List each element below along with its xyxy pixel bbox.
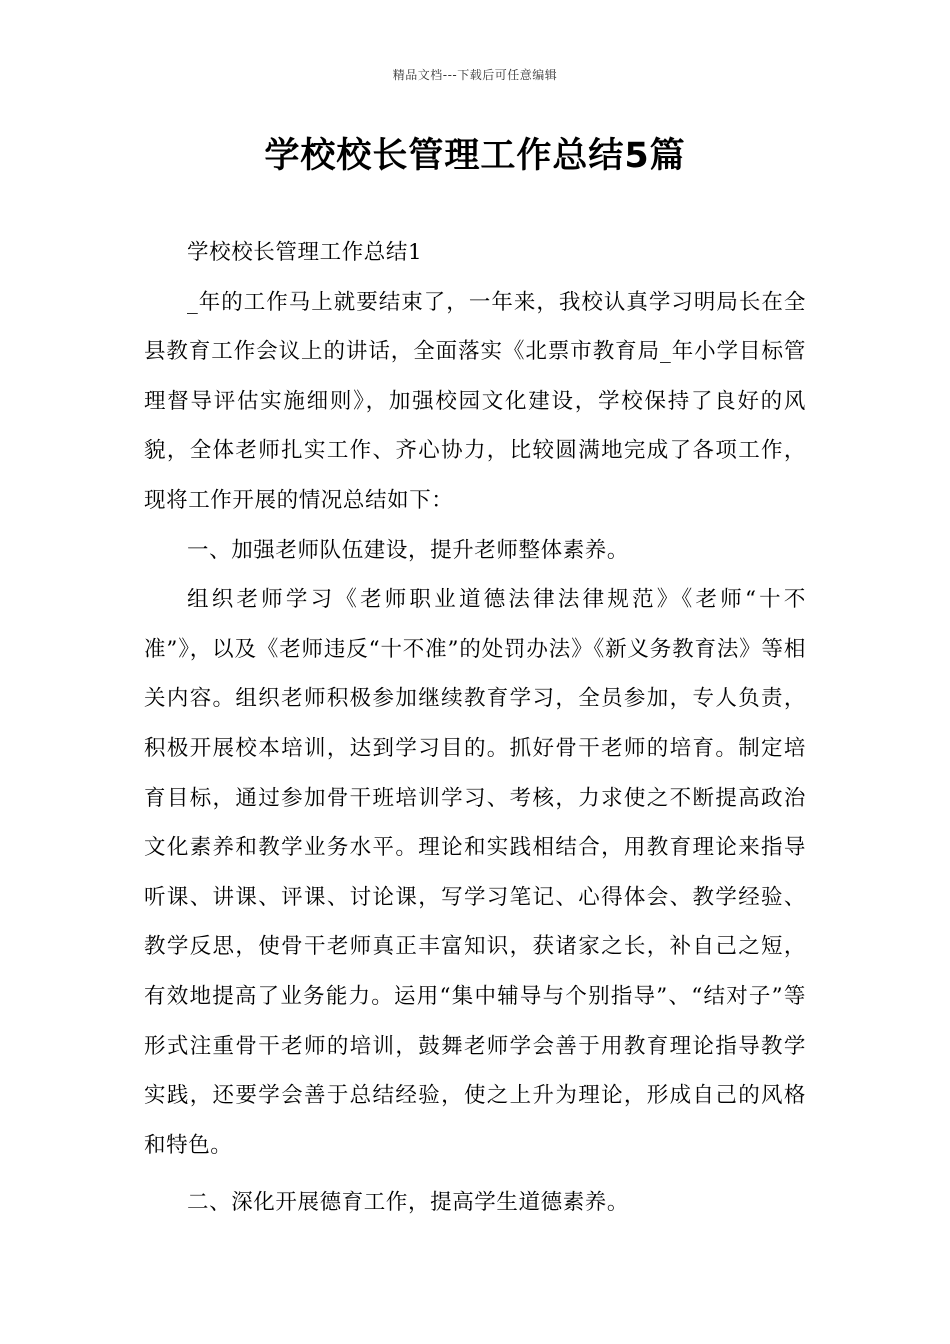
document-body: [144, 228, 806, 1228]
body-paragraph: 组织老师学习《老师职业道德法律法律规范》《老师“十不准”》，以及《老师违反“十不准”的处罚办法》《新义务教育法》等相关内容。组织老师积极参加继续教育学习，全员参加，专人负责，积极开展校本培训，达到学习目的。抓好骨干老师的培育。制定培育目标，通过参加骨干班培训学习、考核，力求使之不断提高政治文化素养和教学业务水平。理论和实践相结合，用教育理论来指导听课、讲课、评课、讨论课，写学习笔记、心得体会、教学经验、教学反思，使骨干老师真正丰富知识，获诸家之长，补自己之短，有效地提高了业务能力。运用“集中辅导与个别指导”、“结对子”等形式注重骨干老师的培训，鼓舞老师学会善于用教育理论指导教学实践，还要学会善于总结经验，使之上升为理论，形成自己的风格和特色。: [144, 587, 806, 1158]
section-heading-2: 二、深化开展德育工作，提高学生道德素养。: [187, 1190, 630, 1216]
header-note: 精品文档---下载后可任意编辑: [392, 68, 558, 82]
section-heading-1: 一、加强老师队伍建设，提升老师整体素养。: [187, 537, 630, 563]
document-title: 学校校长管理工作总结5篇: [264, 136, 686, 176]
intro-paragraph: _年的工作马上就要结束了，一年来，我校认真学习明局长在全县教育工作会议上的讲话，全面落实《北票市教育局_年小学目标管理督导评估实施细则》，加强校园文化建设，学校保持了良好的风貌，全体老师扎实工作、齐心协力，比较圆满地完成了各项工作，现将工作开展的情况总结如下：: [144, 289, 806, 513]
section-subtitle: 学校校长管理工作总结1: [187, 240, 423, 265]
